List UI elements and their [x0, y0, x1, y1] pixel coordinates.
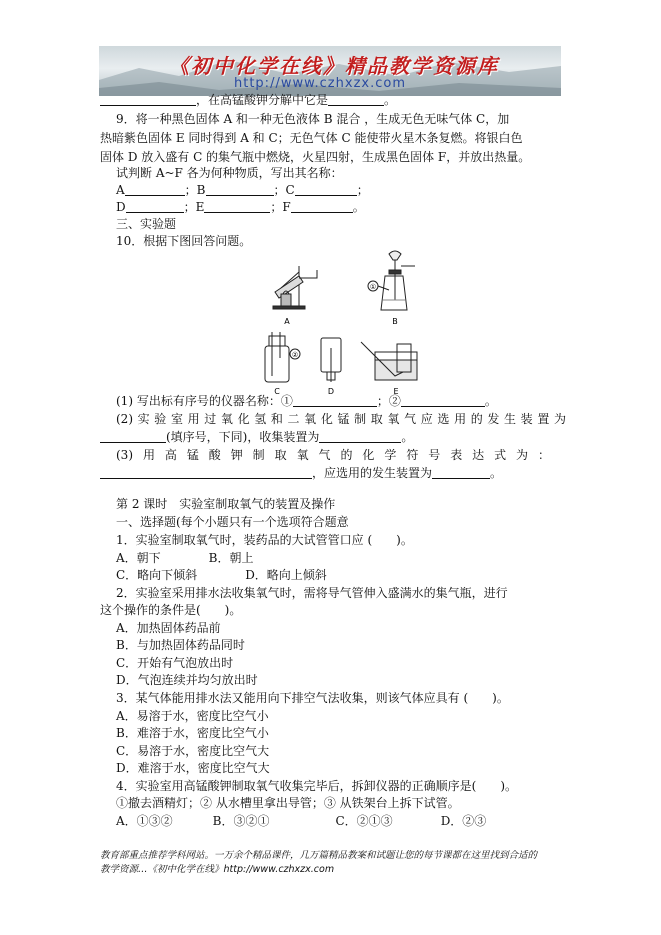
q2-option-c[interactable]: C．开始有气泡放出时	[116, 656, 234, 670]
blank[interactable]	[319, 430, 401, 443]
q1-option-b[interactable]: B．朝上	[208, 551, 254, 565]
blank[interactable]	[100, 466, 312, 479]
q10-stem: 10．根据下图回答问题。	[116, 234, 252, 248]
section-3-heading: 三、实验题	[116, 217, 177, 231]
label-num1: ①	[369, 283, 377, 291]
footer-line2[interactable]: 教学资源…《初中化学在线》http://www.czhxzx.com	[100, 864, 335, 875]
q1-option-d[interactable]: D．略向上倾斜	[245, 568, 327, 582]
blank[interactable]	[401, 394, 485, 407]
q10-part2-line2: (填序号，下同)，收集装置为 。	[100, 429, 413, 446]
q3-option-d[interactable]: D．难溶于水，密度比空气大	[116, 761, 270, 775]
q10-part3-line1: (3)用高锰酸钾制取氧气的化学符号表达式为：	[116, 448, 550, 462]
q9-line3: 固体 D 放入盛有 C 的集气瓶中燃烧，火星四射，生成黑色固体 F，并放出热量。	[100, 150, 531, 164]
q4-option-a[interactable]: A．①③②	[116, 814, 173, 828]
apparatus-figure	[255, 248, 425, 396]
q2-stem-line2: 这个操作的条件是( )。	[100, 603, 242, 617]
q3-option-a[interactable]: A．易溶于水，密度比空气小	[116, 709, 269, 723]
section-1-heading: 一、选择题(每个小题只有一个选项符合题意	[116, 515, 349, 529]
q10-part1: (1) 写出标有序号的仪器名称：① ；② 。	[116, 394, 497, 408]
q10-part2-line1: (2)实验室用过氧化氢和二氧化锰制取氧气应选用的发生装置为	[116, 412, 566, 426]
q3-stem: 3．某气体能用排水法又能用向下排空气法收集，则该气体应具有 ( )。	[116, 691, 509, 705]
label-c: C	[274, 387, 280, 396]
lesson-heading: 第 2 课时 实验室制取氧气的装置及操作	[116, 497, 336, 511]
blank-d[interactable]	[126, 200, 184, 213]
q1-stem: 1．实验室制取氧气时，装药品的大试管管口应 ( )。	[116, 533, 413, 547]
q1-options-row2	[116, 567, 327, 584]
q2-stem-line1: 2．实验室采用排水法收集氧气时，需将导气管伸入盛满水的集气瓶，进行	[116, 586, 508, 600]
q1-options-row1	[116, 550, 254, 567]
q9-line1: 9．将一种黑色固体 A 和一种无色液体 B 混合 ，生成无色无味气体 C，加	[116, 112, 510, 126]
q4-steps: ①撤去酒精灯；② 从水槽里拿出导管；③ 从铁架台上拆下试管。	[116, 796, 460, 810]
blank[interactable]	[328, 93, 384, 106]
q2-option-a[interactable]: A．加热固体药品前	[116, 621, 221, 635]
label-e: E	[393, 387, 399, 396]
header-banner	[99, 46, 561, 96]
q1-option-c[interactable]: C．略向下倾斜	[116, 568, 198, 582]
q2-option-b[interactable]: B．与加热固体药品同时	[116, 638, 245, 652]
label-num2: ②	[291, 351, 299, 359]
q9-line4: 试判断 A~F 各为何种物质，写出其名称：	[116, 166, 343, 180]
blank[interactable]	[100, 430, 166, 443]
blank[interactable]	[293, 394, 377, 407]
q1-option-a[interactable]: A．朝下	[116, 551, 161, 565]
banner-title: 《初中化学在线》精品教学资源库	[169, 54, 499, 78]
blank-f[interactable]	[291, 200, 353, 213]
q4-option-b[interactable]: B．③②①	[212, 814, 270, 828]
blank-a[interactable]	[125, 183, 185, 196]
label-b: B	[392, 317, 398, 326]
blank[interactable]	[432, 466, 490, 479]
blank-c[interactable]	[295, 183, 357, 196]
q3-option-c[interactable]: C．易溶于水，密度比空气大	[116, 744, 270, 758]
q4-option-c[interactable]: C．②①③	[335, 814, 393, 828]
label-a: A	[284, 317, 290, 326]
q4-options	[116, 813, 486, 830]
q4-stem: 4．实验室用高锰酸钾制取氧气收集完毕后，拆卸仪器的正确顺序是( )。	[116, 779, 518, 793]
label-d: D	[327, 387, 335, 396]
q10-part3-line2: ，应选用的发生装置为 。	[100, 465, 502, 482]
q2-option-d[interactable]: D．气泡连续并均匀放出时	[116, 673, 258, 687]
page-footer	[100, 849, 570, 877]
q3-option-b[interactable]: B．难溶于水，密度比空气小	[116, 726, 269, 740]
q9-answers-row2: D ；E ；F 。	[116, 200, 365, 214]
q8-tail-line: ，在高锰酸钾分解中它是 。	[100, 92, 396, 109]
blank-e[interactable]	[204, 200, 270, 213]
footer-line1: 教育部重点推荐学科网站。一万余个精品课件，几万篇精品教案和试题让您的每节课都在这里找到合适的	[100, 850, 538, 861]
blank-b[interactable]	[206, 183, 274, 196]
blank[interactable]	[100, 93, 196, 106]
q9-answers-row1: A ；B ；C ；	[116, 183, 369, 197]
q4-option-d[interactable]: D．②③	[440, 814, 487, 828]
q9-line2: 热暗紫色固体 E 同时得到 A 和 C；无色气体 C 能使带火星木条复燃。将银白色	[100, 131, 523, 145]
banner-url[interactable]: http://www.czhxzx.com	[234, 76, 406, 91]
